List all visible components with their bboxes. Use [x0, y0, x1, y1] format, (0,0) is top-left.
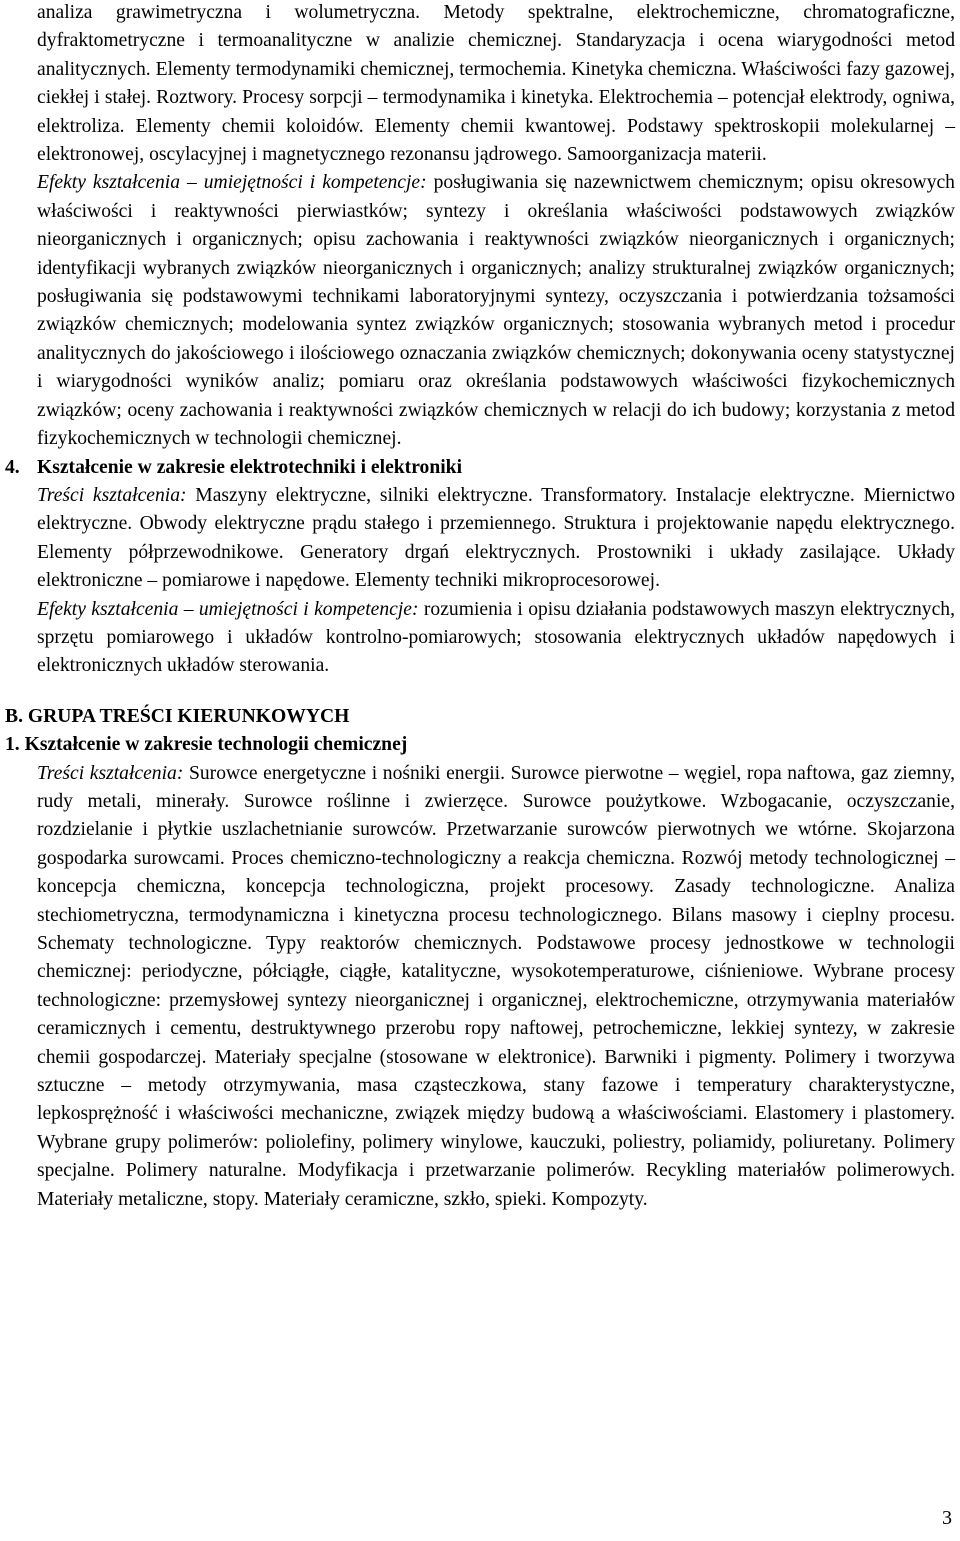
item4-effects-paragraph — [37, 596, 955, 681]
item4-effects-text: rozumienia i opisu działania podstawowych maszyn elektrycznych, sprzętu pomiarowego i układów kontrolno-pomiarowych; stosowania elektrycznych układów napędowych i elektronicznych układów sterowania. — [37, 598, 955, 677]
item-b1-content-paragraph — [37, 760, 955, 1215]
item4-content-label: Treści kształcenia: — [37, 484, 187, 506]
item4-heading — [5, 454, 955, 482]
item-b1-content-label: Treści kształcenia: — [37, 762, 184, 784]
effects-text: posługiwania się nazewnictwem chemicznym; opisu okresowych właściwości i reaktywności pierwiastków; syntezy i określania właściwości podstawowych związków nieorganicznych i organicznych; opisu zachowania i reaktywności związków nieorganicznych i organicznych; identyfikacji wybranych związków nieorganicznych i organicznych; analizy strukturalnej związków organicznych; posługiwania się podstawowymi technikami laboratoryjnymi syntezy, oczyszczania i potwierdzania tożsamości związków chemicznych; modelowania syntez związków organicznych; stosowania wybranych metod i procedur analitycznych do jakościowego i ilościowego oznaczania związków chemicznych; dokonywania oceny statystycznej i wiarygodności wyników analiz; pomiaru oraz określania podstawowych właściwości fizykochemicznych związków; oceny zachowania i reaktywności związków chemicznych w relacji do ich budowy; korzystania z metod fizykochemicznych w technologii chemicznej. — [37, 172, 955, 450]
item4-number: 4. — [5, 456, 20, 478]
item4-content-paragraph — [37, 482, 955, 596]
item4-effects-label: Efekty kształcenia – umiejętności i kompetencje: — [37, 598, 419, 620]
item-b1-content-text: Surowce energetyczne i nośniki energii. Surowce pierwotne – węgiel, ropa naftowa, gaz ziemny, rudy metali, minerały. Surowce roślinne i zwierzęce. Surowce poużytkowe. Wzbogacanie, oczyszczanie, rozdzielanie i płytkie uszlachetnianie surowców. Przetwarzanie surowców pierwotnych we wtórne. Skojarzona gospodarka surowcami. Proces chemiczno-technologiczny a reakcja chemiczna. Rozwój metody technologicznej – koncepcja chemiczna, koncepcja technologiczna, projekt procesowy. Zasady technologiczne. Analiza stechiometryczna, termodynamiczna i kinetyczna procesu technologicznego. Bilans masowy i cieplny procesu. Schematy technologiczne. Typy reaktorów chemicznych. Podstawowe procesy jednostkowe w technologii chemicznej: periodyczne, półciągłe, ciągłe, katalityczne, wysokotemperaturowe, ciśnieniowe. Wybrane procesy technologiczne: przemysłowej syntezy nieorganicznej i organicznej, elektrochemiczne, otrzymywania materiałów ceramicznych i cementu, destruktywnego przerobu ropy naftowej, petrochemiczne, lekkiej syntezy, w zakresie chemii gospodarczej. Materiały specjalne (stosowane w elektronice). Barwniki i pigmenty. Polimery i tworzywa sztuczne – metody otrzymywania, masa cząsteczkowa, stany fazowe i temperatury charakterystyczne, lepkosprężność i właściwości mechaniczne, związek między budową a właściwościami. Elastomery i plastomery. Wybrane grupy polimerów: poliolefiny, polimery winylowe, kauczuki, poliestry, poliamidy, poliuretany. Polimery specjalne. Polimery naturalne. Modyfikacja i przetwarzanie polimerów. Recykling materiałów polimerowych. Materiały metaliczne, stopy. Materiały ceramiczne, szkło, spieki. Kompozyty. — [37, 762, 955, 1210]
paragraph-intro — [37, 0, 955, 169]
effects-label: Efekty kształcenia – umiejętności i kompetencje: — [37, 172, 427, 194]
intro-text: analiza grawimetryczna i wolumetryczna. Metody spektralne, elektrochemiczne, chromatograficzne, dyfraktometryczne i termoanalityczne w analizie chemicznej. Standaryzacja i ocena wiarygodności metod analitycznych. Elementy termodynamiki chemicznej, termochemia. Kinetyka chemiczna. Właściwości fazy gazowej, ciekłej i stałej. Roztwory. Procesy sorpcji – termodynamika i kinetyka. Elektrochemia – potencjał elektrody, ogniwa, elektroliza. Elementy chemii koloidów. Elementy chemii kwantowej. Podstawy spektroskopii molekularnej – elektronowej, oscylacyjnej i magnetycznego rezonansu jądrowego. Samoorganizacja materii. — [37, 2, 955, 166]
paragraph-intro-effects — [37, 169, 955, 453]
item4-title: Kształcenie w zakresie elektrotechniki i elektroniki — [37, 456, 463, 478]
page-number: 3 — [942, 1507, 952, 1529]
item-b1-heading: 1. Kształcenie w zakresie technologii chemicznej — [5, 734, 408, 756]
section-b-heading: B. GRUPA TREŚCI KIERUNKOWYCH — [5, 705, 350, 727]
item4-content-text: Maszyny elektryczne, silniki elektryczne. Transformatory. Instalacje elektryczne. Miernictwo elektryczne. Obwody elektryczne prądu stałego i przemiennego. Struktura i projektowanie napędu elektrycznego. Elementy półprzewodnikowe. Generatory drgań elektrycznych. Prostowniki i układy zasilające. Układy elektroniczne – pomiarowe i napędowe. Elementy techniki mikroprocesorowej. — [37, 484, 955, 592]
document-page — [5, 0, 955, 1214]
